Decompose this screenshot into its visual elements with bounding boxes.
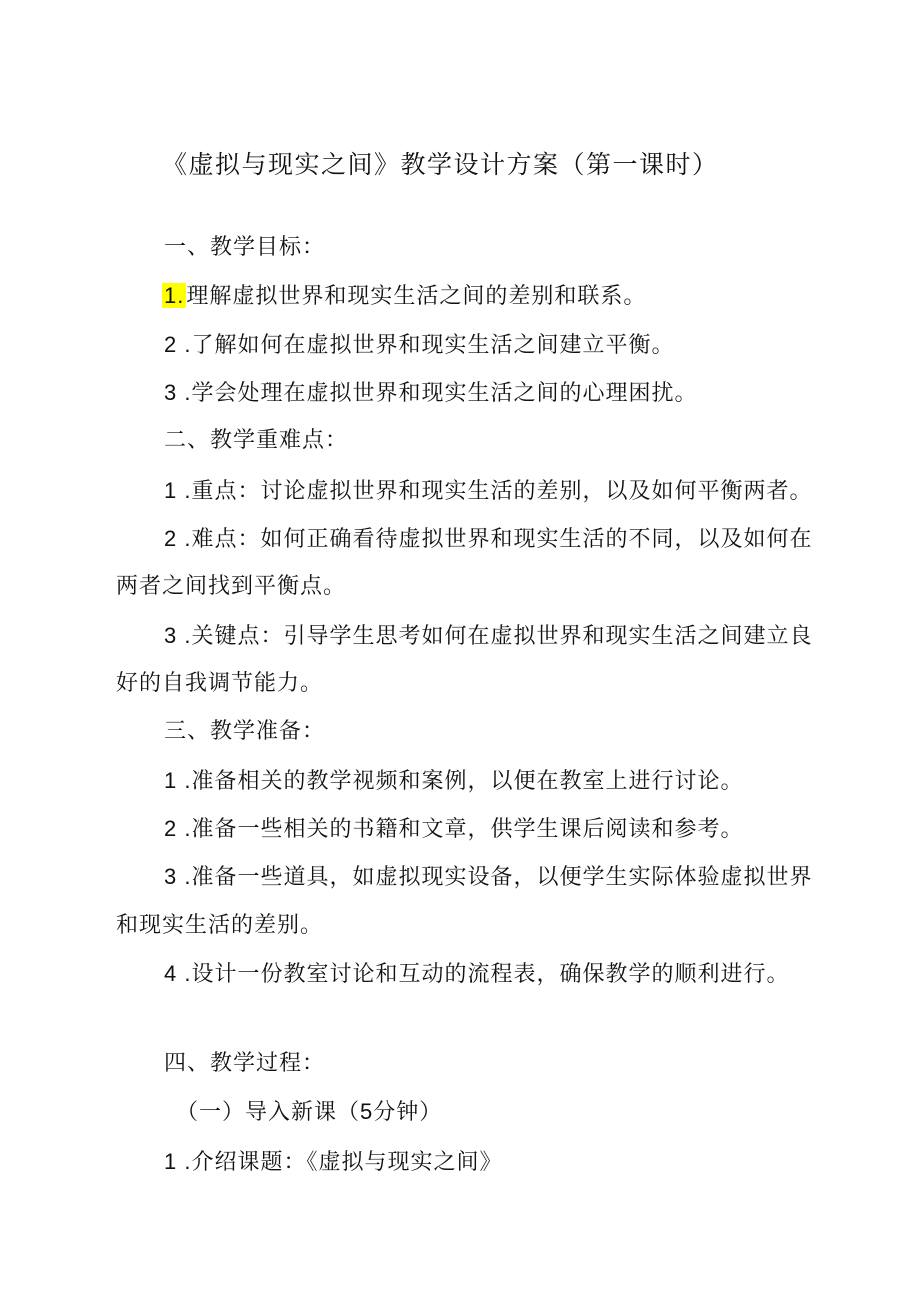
list-item: 1 .介绍课题：《虚拟与现实之间》 <box>164 1149 503 1175</box>
list-item: 3 .学会处理在虚拟世界和现实生活之间的心理困扰。 <box>164 380 698 406</box>
list-item: 2 .准备一些相关的书籍和文章，供学生课后阅读和参考。 <box>164 816 744 842</box>
section-heading-objectives: 一、教学目标： <box>164 235 326 260</box>
list-item-continuation: 和现实生活的差别。 <box>116 913 324 938</box>
list-item: 1 .重点：讨论虚拟世界和现实生活的差别，以及如何平衡两者。 <box>164 478 813 504</box>
document-title: 《虚拟与现实之间》教学设计方案（第一课时） <box>162 150 719 179</box>
section-heading-preparation: 三、教学准备： <box>164 719 326 744</box>
list-item: 2 .难点：如何正确看待虚拟世界和现实生活的不同，以及如何在 <box>164 526 813 552</box>
section-heading-process: 四、教学过程： <box>164 1051 326 1076</box>
list-item: 3 .准备一些道具，如虚拟现实设备，以便学生实际体验虚拟世界 <box>164 864 813 890</box>
list-item: 1.理解虚拟世界和现实生活之间的差别和联系。 <box>164 283 647 309</box>
list-item: 3 .关键点：引导学生思考如何在虚拟世界和现实生活之间建立良 <box>164 623 813 649</box>
list-item-continuation: 两者之间找到平衡点。 <box>116 574 347 599</box>
list-item: 4 .设计一份教室讨论和互动的流程表，确保教学的顺利进行。 <box>164 961 790 987</box>
list-item-continuation: 好的自我调节能力。 <box>116 671 324 696</box>
highlighted-item-number: 1. <box>164 283 185 308</box>
list-item: 2 .了解如何在虚拟世界和现实生活之间建立平衡。 <box>164 332 675 358</box>
section-heading-key-points: 二、教学重难点： <box>164 428 349 453</box>
subsection-heading: （一）导入新课（5分钟） <box>176 1099 443 1125</box>
list-item: 1 .准备相关的教学视频和案例，以便在教室上进行讨论。 <box>164 768 744 794</box>
